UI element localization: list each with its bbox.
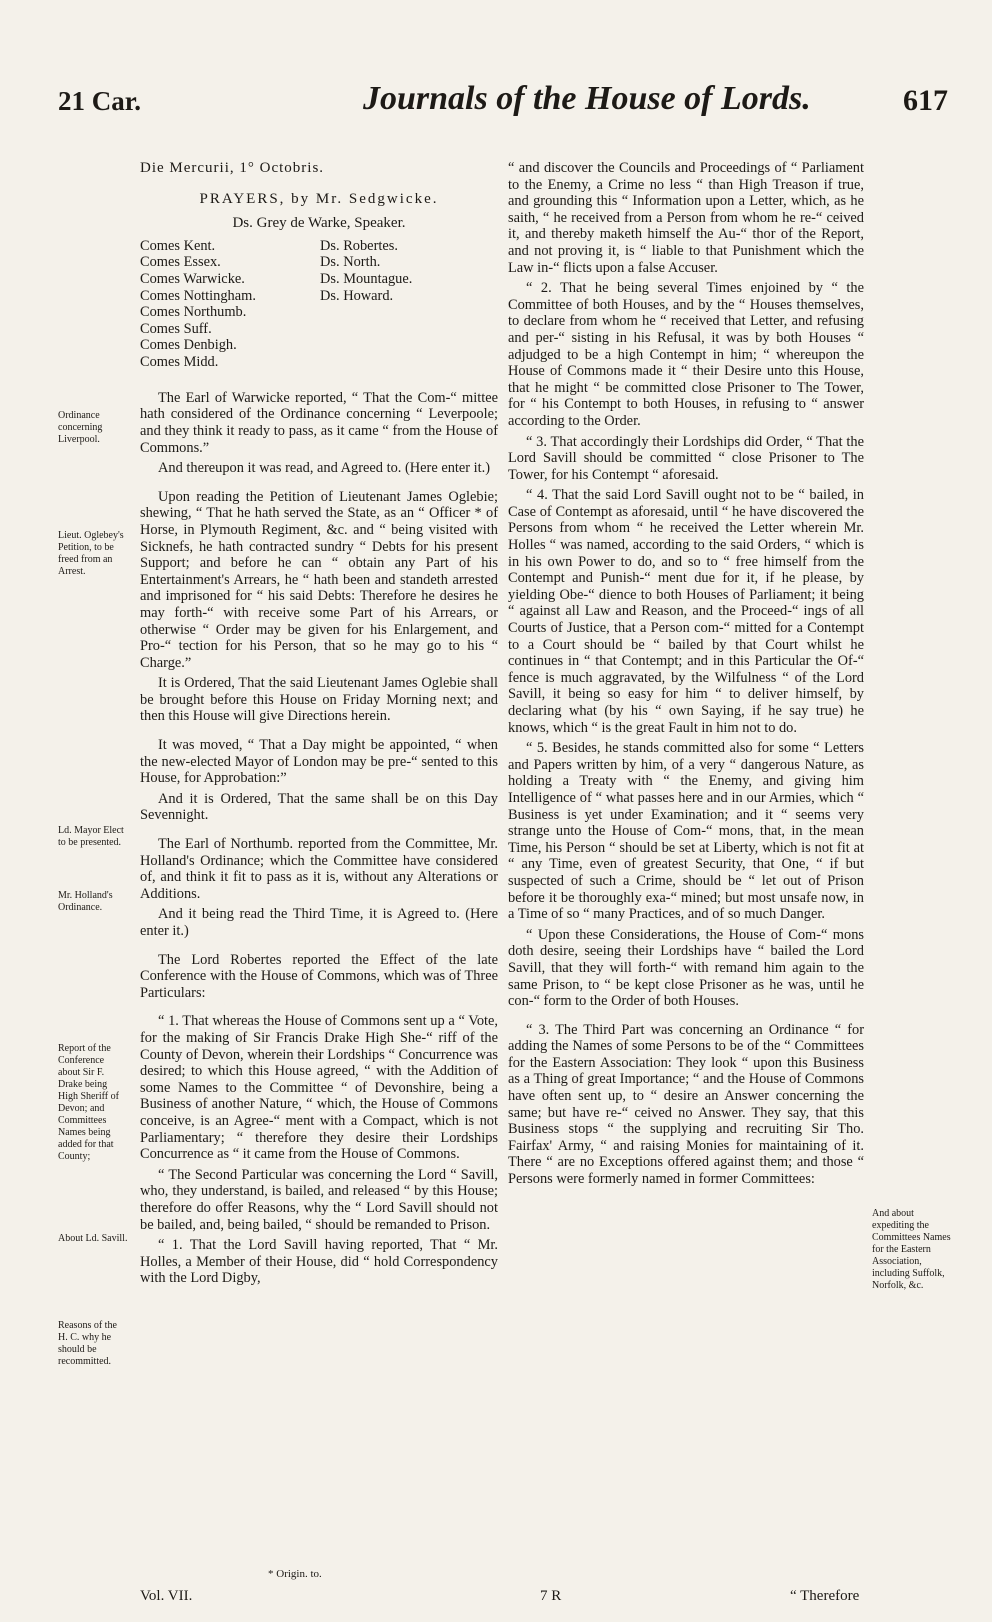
volume-footer: Vol. VII. [140, 1588, 193, 1604]
paragraph: It was moved, “ That a Day might be appointed, “ when the new-elected Mayor of London may be pre-“ sented to this House, for Approbation:” [140, 737, 498, 787]
paragraph: And it is Ordered, That the same shall be on this Day Sevennight. [140, 790, 498, 824]
paragraph: “ 3. The Third Part was concerning an Ordinance “ for adding the Names of some Persons to be of the “ Committees for the Eastern Association: They look “ upon this Business as a Thing of great Importance; “ and the House of Commons have often sent up, to “ desire an Answer concerning the same; but have re-“ ceived no Answer. They say, that this Business stops “ the supplying and recruiting Sir Tho. Fairfax' Army, “ and raising Monies for maintaining of it. There “ are no Exceptions offered against them; and those “ Persons were formerly named in former Committees: [508, 1021, 864, 1188]
lord-entry: Ds. Howard. [320, 287, 394, 304]
catchword: “ Therefore [790, 1588, 860, 1604]
margin-note-mayor: Ld. Mayor Elect to be presented. [58, 825, 124, 848]
lord-entry: Ds. Mountague. [320, 270, 413, 287]
lord-entry: Comes Suff. [140, 320, 212, 337]
right-column [508, 160, 864, 1192]
margin-note-liverpool: Ordinance concerning Liverpool. [58, 410, 103, 445]
paragraph: “ 3. That accordingly their Lordships did Order, “ That the Lord Savill should be committed “ close Prisoner to The Tower, for his Contempt “ aforesaid. [508, 433, 864, 483]
margin-note-oglebie: Lieut. Oglebey's Petition, to be freed from an Arrest. [58, 530, 124, 577]
margin-note-eastern-association: And about expediting the Committees Names for the Eastern Association, including Suffolk, Norfolk, &c. [872, 1208, 951, 1291]
lords-list-earls [140, 238, 256, 371]
paragraph: The Lord Robertes reported the Effect of the late Conference with the House of Commons, which was of Three Particulars: [140, 951, 498, 1001]
lord-entry: Comes Warwicke. [140, 270, 245, 287]
paragraph: “ 5. Besides, he stands committed also for some “ Letters and Papers written by him, of a very “ dangerous Nature, as holding a Treaty with “ the Enemy, and giving him Intelligence of “ what passes here and in our Armies, which “ Business is yet under Examination; and it “ seems very strange unto the House of Com-“ mons, that, in the mean Time, his Person “ should be set at Liberty, which is not fit at “ any Time, even of greatest Security, that One, “ if but suspected of such a Crime, should be “ let out of Prison before it be thoroughly exa-“ mined; but most unsafe now, in a Time of so “ many Practices, and of so much Danger. [508, 740, 864, 923]
paragraph: And thereupon it was read, and Agreed to. (Here enter it.) [158, 460, 491, 477]
lord-entry: Ds. Robertes. [320, 237, 398, 254]
lord-entry: Comes Kent. [140, 237, 216, 254]
paragraph: “ The Second Particular was concerning the Lord “ Savill, who, they understand, is bailed, and released “ by this House; therefore do offer Reasons, why the “ Lord Savill should not be bailed, and, being bailed, “ should be remanded to Prison. [140, 1166, 498, 1233]
paragraph: “ and discover the Councils and Proceedings of “ Parliament to the Enemy, a Crime no less “ than High Treason if true, and grounding this “ Information upon a Letter, which, as he saith, “ he received from a Person from whom he re-“ ceived it, and thereby maketh himself the Au-“ thor of the Report, and not proving it, is “ liable to that Punishment which the Law in-“ flicts upon a false Accuser. [508, 160, 864, 276]
margin-note-savill: About Ld. Savill. [58, 1233, 128, 1244]
lord-entry: Comes Essex. [140, 254, 221, 271]
dateline: Die Mercurii, 1° Octobris. [140, 160, 325, 176]
margin-note-drake: Report of the Conference about Sir F. Drake being High Sheriff of Devon; and Committees Names being added for that County; [58, 1043, 119, 1162]
lords-present [140, 238, 498, 378]
paragraph: “ 4. That the said Lord Savill ought not to be “ bailed, in Case of Contempt as aforesaid, until “ he have discovered the Persons from whom “ he received the Letter wherein Mr. Holles “ was named, according to the said Orders, “ which is in his own Power to do, and so to “ free himself from the Contempt and Punish-“ ment due for it, if he please, by yielding Obe-“ dience to both Houses of Parliament; it being “ against all Law and Reason, and the Proceed-“ ings of all Courts of Justice, that a Person com-“ mitted for a Contempt to a Court should be “ bailed by that Court whilst he continues in “ that Contempt; and in this Particular the Of-“ fence is much aggravated, by the Wilfulness “ of the Lord Savill, it being so easy for him “ to deliver himself, by declaring what (by his “ own Saying, if he say true) he knows, which “ is the great Fault in him not to do. [508, 487, 864, 736]
journal-title: Journals of the House of Lords. [363, 80, 811, 117]
lord-entry: Comes Northumb. [140, 304, 247, 321]
paragraph: “ 2. That he being several Times enjoined by “ the Committee of both Houses, and by the “ Houses themselves, to declare from whom he “ received that Letter, and refusing and per-“ sisting in his Refusal, it was by both Houses “ adjudged to be a high Contempt in him; “ whereupon the House of Commons made it “ their Desire unto this House, that he might “ be committed close Prisoner to The Tower, for “ his Contempt to both Houses, in refusing to “ answer according to the Order. [508, 280, 864, 429]
speaker-line: Ds. Grey de Warke, Speaker. [232, 215, 406, 232]
page-number: 617 [903, 84, 948, 117]
paragraph: “ Upon these Considerations, the House of Com-“ mons doth desire, seeing their Lordships have “ bailed the Lord Savill, that they will forth-“ with remand him again to the same Prison, to “ be kept close Prisoner as he was, until he con-“ form to the Order of both Houses. [508, 926, 864, 1010]
paragraph: It is Ordered, That the said Lieutenant James Oglebie shall be brought before this House on Friday Morning next; and then this House will give Directions herein. [140, 675, 498, 725]
lords-list-barons [320, 238, 412, 304]
running-header [58, 80, 948, 130]
paragraph: And it being read the Third Time, it is Agreed to. (Here enter it.) [140, 906, 498, 939]
regnal-year: 21 Car. [58, 86, 142, 116]
signature-mark: 7 R [540, 1588, 562, 1604]
lord-entry: Comes Denbigh. [140, 337, 237, 354]
lord-entry: Ds. North. [320, 254, 381, 271]
paragraph: “ 1. That whereas the House of Commons sent up a “ Vote, for the making of Sir Francis Drake High She-“ riff of the County of Devon, wherein their Lordships “ Concurrence was desired; to which this House agreed, “ with the Addition of some Names to the Committee “ of Devonshire, being a Business of another Nature, “ which, the House of Commons conceive, is an Agree-“ ment with a Compact, which is not Parliamentary; “ therefore they desire their Lordships Concurrence as “ it came from the House of Commons. [140, 1013, 498, 1163]
footnote: * Origin. to. [268, 1568, 322, 1580]
paragraph: Upon reading the Petition of Lieutenant James Oglebie; shewing, “ That he hath served the State, as an “ Officer * of Horse, in Plymouth Regiment, &c. and “ being visited with Sicknefs, he hath contracted sundry “ Debts for his present Support; and before he can “ obtain any Part of his Entertainment's Arrears, he “ hath been and standeth arrested and imprisoned for “ his said Debts: Therefore he desires he may forth-“ with receive some Part of his Arrears, or otherwise “ Order may be given for his Enlargement, and Pro-“ tection for his Person, that so he may go to his “ Charge.” [140, 488, 498, 671]
paragraph: “ 1. That the Lord Savill having reported, That “ Mr. Holles, a Member of their House, did “ hold Correspondency with the Lord Digby, [140, 1237, 498, 1287]
paragraph: The Earl of Warwicke reported, “ That the Com-“ mittee hath considered of the Ordinance concerning “ Leverpoole; and they think it ready to pass, as it came “ from the House of Commons.” [140, 389, 498, 456]
margin-note-reasons: Reasons of the H. C. why he should be recommitted. [58, 1320, 117, 1367]
paragraph: The Earl of Northumb. reported from the Committee, Mr. Holland's Ordinance; which the Committee have considered of, and think it fit to pass as it is, without any Alterations or Additions. [140, 836, 498, 902]
lord-entry: Comes Midd. [140, 353, 219, 370]
prayers-line: PRAYERS, by Mr. Sedgwicke. [199, 190, 439, 207]
lord-entry: Comes Nottingham. [140, 287, 256, 304]
left-column [140, 160, 498, 1291]
margin-note-holland: Mr. Holland's Ordinance. [58, 890, 113, 913]
